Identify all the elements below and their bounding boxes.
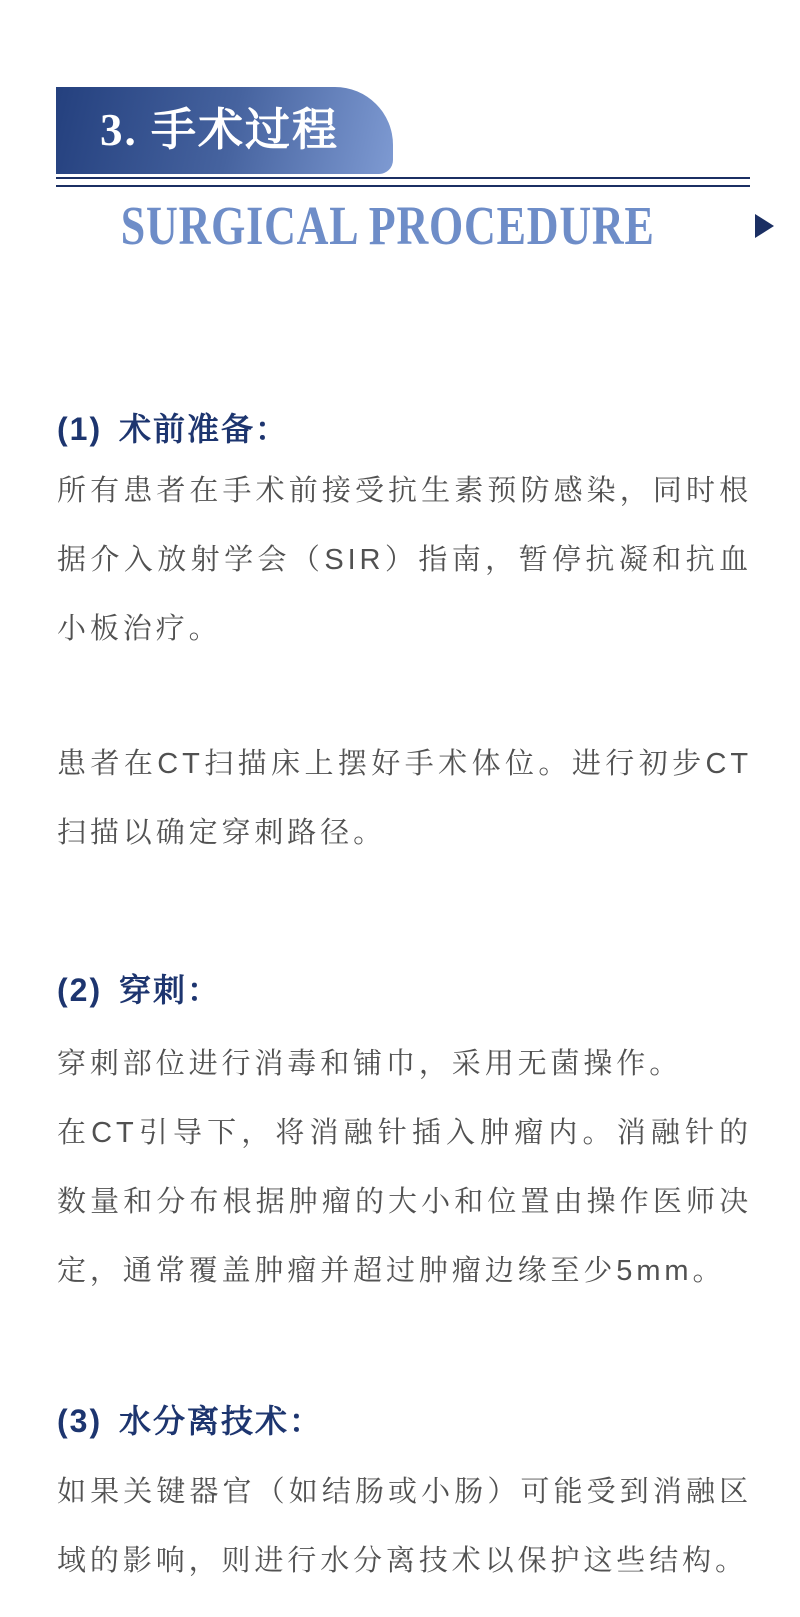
- paragraph: 穿刺部位进行消毒和铺巾，采用无菌操作。: [57, 1048, 683, 1080]
- paragraph: 所有患者在手术前接受抗生素预防感染，同时根据介入放射学会（SIR）指南，暂停抗凝和抗血小板治疗。: [57, 475, 752, 645]
- section-number-banner: [56, 87, 393, 174]
- banner-title: 3. 手术过程: [100, 105, 340, 155]
- section-heading-3: (3) 水分离技术：: [57, 1403, 324, 1439]
- section-header: [0, 0, 800, 260]
- section-heading-1: (1) 术前准备：: [57, 411, 290, 447]
- english-subtitle: SURGICAL PROCEDURE: [120, 195, 655, 256]
- right-triangle-icon: [755, 214, 774, 238]
- subtitle-row: [56, 195, 750, 256]
- paragraph: 如果关键器官（如结肠或小肠）可能受到消融区域的影响，则进行水分离技术以保护这些结构。: [57, 1476, 752, 1577]
- header-rule-bottom: [56, 185, 750, 187]
- header-rule-top: [56, 177, 750, 179]
- paragraph: 在CT引导下，将消融针插入肿瘤内。消融针的数量和分布根据肿瘤的大小和位置由操作医师决定，通常覆盖肿瘤并超过肿瘤边缘至少5mm。: [57, 1117, 752, 1287]
- section-heading-2: (2) 穿刺：: [57, 972, 222, 1008]
- article-content: [0, 409, 800, 1596]
- paragraph: 患者在CT扫描床上摆好手术体位。进行初步CT扫描以确定穿刺路径。: [57, 748, 752, 849]
